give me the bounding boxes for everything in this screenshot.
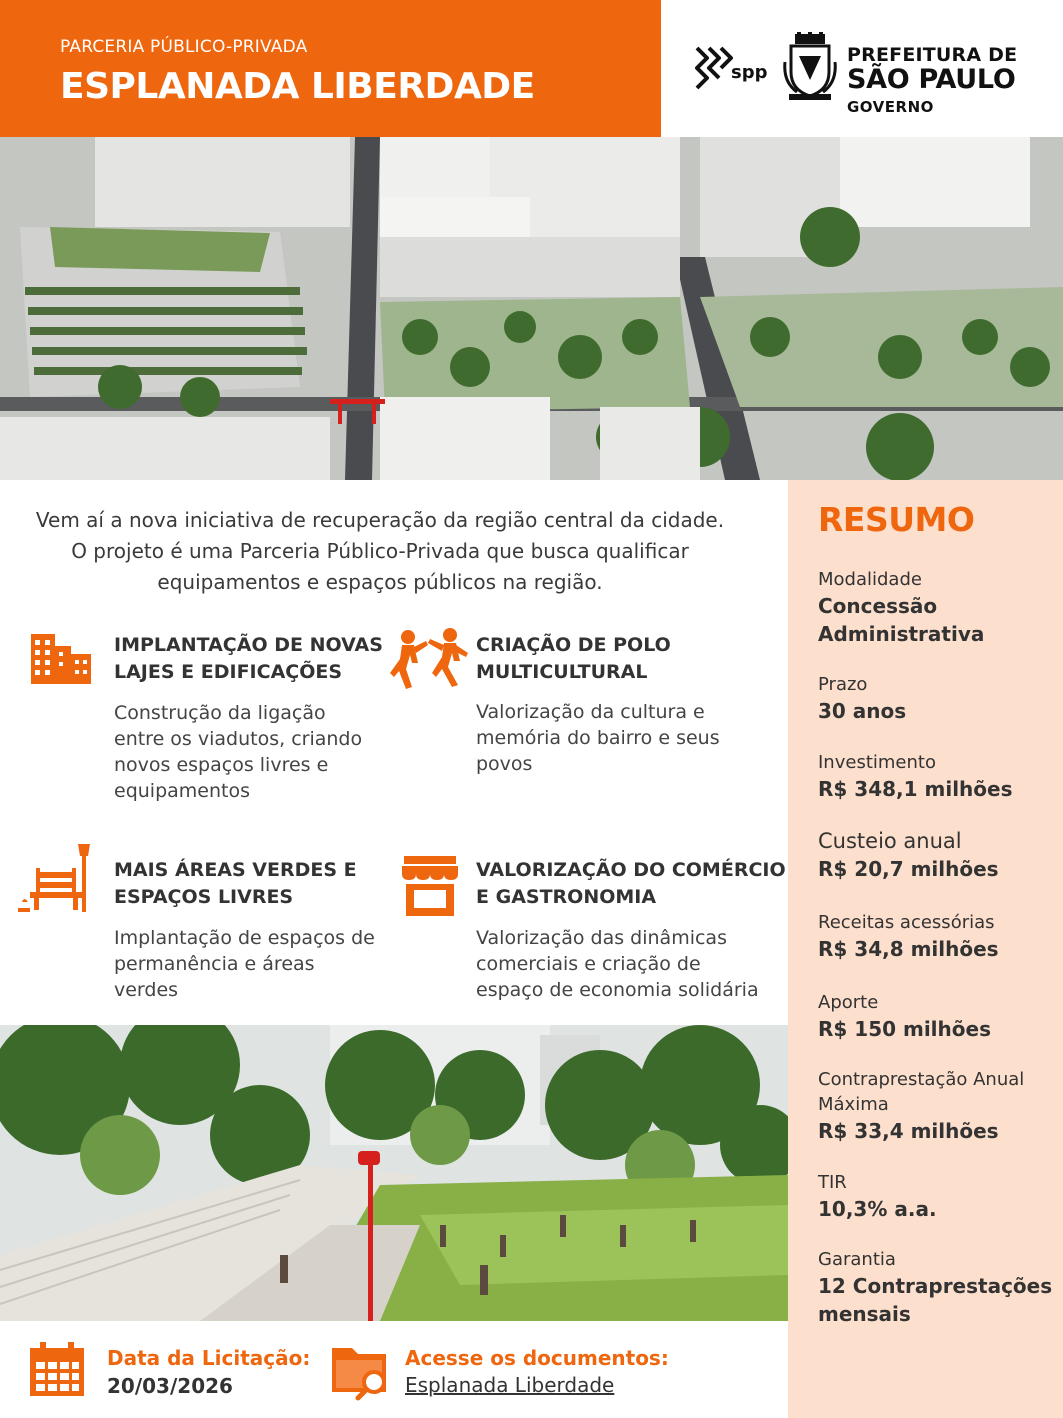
summary-value: R$ 34,8 milhões (818, 937, 999, 961)
summary-label: Aporte (818, 992, 879, 1013)
prefeitura-line3: GOVERNO (847, 98, 934, 116)
summary-title: RESUMO (818, 500, 975, 539)
page-title: ESPLANADA LIBERDADE (60, 66, 535, 107)
summary-label: Modalidade (818, 569, 922, 590)
feature-title: CRIAÇÃO DE POLO MULTICULTURAL (476, 634, 671, 683)
summary-sidebar (788, 480, 1063, 1418)
summary-value: Concessão Administrativa (818, 594, 985, 646)
aerial-render-image (0, 137, 1063, 480)
feature-description: Valorização das dinâmicas comerciais e criação de espaço de economia solidária (476, 927, 759, 1001)
feature-description: Implantação de espaços de permanência e áreas verdes (114, 927, 375, 1001)
summary-label: Máxima (818, 1094, 889, 1115)
logos-area (661, 0, 1063, 137)
summary-value: R$ 33,4 milhões (818, 1119, 999, 1143)
intro-text: Vem aí a nova iniciativa de recuperação da região central da cidade. O projeto é uma Parceria Público-Privada que busca qualificar equipamentos e espaços públicos na região. (35, 508, 725, 594)
folder-search-icon (330, 1340, 394, 1402)
feature-title: IMPLANTAÇÃO DE NOVAS LAJES E EDIFICAÇÕES (114, 634, 383, 683)
park-bench-icon (16, 842, 96, 914)
documents-link[interactable]: Esplanada Liberdade (405, 1373, 615, 1397)
summary-label: Contraprestação Anual (818, 1069, 1025, 1090)
feature-title: MAIS ÁREAS VERDES E ESPAÇOS LIVRES (114, 859, 357, 908)
summary-value: 10,3% a.a. (818, 1197, 937, 1221)
header-kicker: PARCERIA PÚBLICO-PRIVADA (60, 37, 308, 57)
dancing-people-icon (388, 625, 472, 691)
prefeitura-line1: PREFEITURA DE (847, 44, 1018, 66)
calendar-icon (28, 1340, 86, 1398)
storefront-icon (400, 854, 460, 918)
date-value: 20/03/2026 (107, 1374, 233, 1398)
summary-label: Investimento (818, 752, 936, 773)
summary-value: R$ 348,1 milhões (818, 777, 1013, 801)
summary-label: Receitas acessórias (818, 912, 995, 933)
feature-title: VALORIZAÇÃO DO COMÉRCIO E GASTRONOMIA (476, 859, 786, 908)
prefeitura-line2: SÃO PAULO (847, 64, 1016, 95)
summary-label: TIR (818, 1172, 847, 1193)
date-label: Data da Licitação: (107, 1346, 311, 1370)
documents-label: Acesse os documentos: (405, 1346, 669, 1370)
summary-value: R$ 20,7 milhões (818, 857, 999, 881)
spp-label: spp (731, 62, 768, 83)
summary-label: Garantia (818, 1249, 896, 1270)
sao-paulo-crest-icon (783, 32, 837, 102)
summary-value: 30 anos (818, 699, 907, 723)
feature-description: Valorização da cultura e memória do bairro e seus povos (476, 701, 720, 775)
summary-label: Custeio anual (818, 829, 962, 853)
feature-description: Construção da ligação entre os viadutos, criando novos espaços livres e equipamentos (114, 702, 363, 802)
summary-value: R$ 150 milhões (818, 1017, 991, 1041)
summary-value: 12 Contraprestações mensais (818, 1274, 1053, 1326)
park-render-image (0, 1025, 788, 1321)
summary-label: Prazo (818, 674, 868, 695)
buildings-icon (27, 630, 93, 686)
header-banner (0, 0, 661, 137)
